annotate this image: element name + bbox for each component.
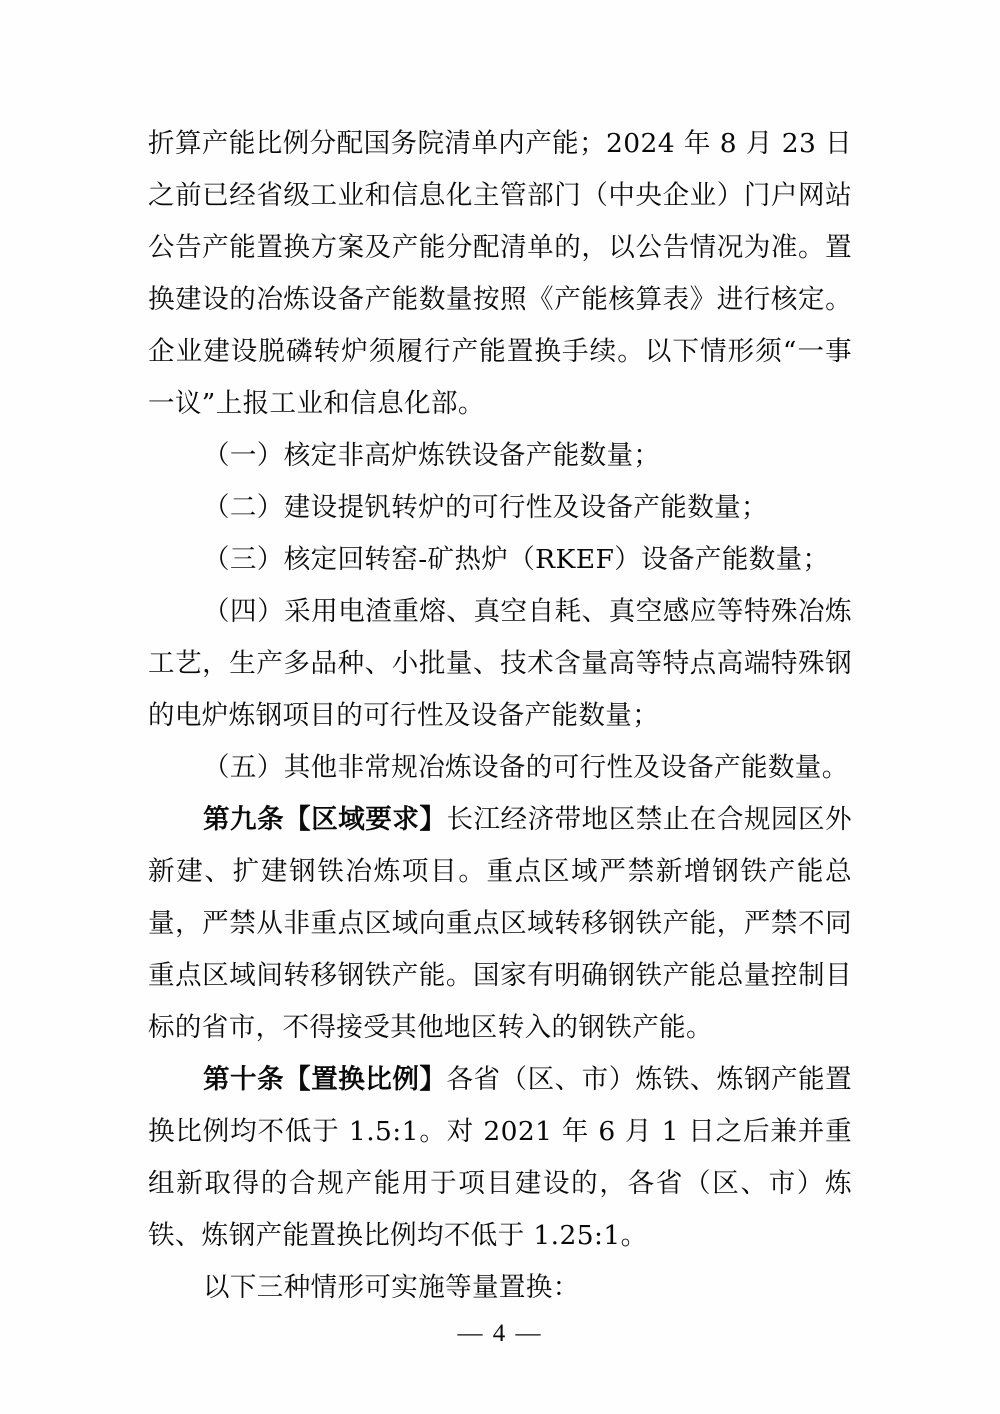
article-10-heading: 第十条【置换比例】 xyxy=(203,1064,447,1095)
article-9-heading: 第九条【区域要求】 xyxy=(203,804,447,835)
closing-paragraph: 以下三种情形可实施等量置换： xyxy=(203,1272,580,1303)
article-10-body: 各省（区、市）炼铁、炼钢产能置换比例均不低于 1.5:1。对 2021 年 6 月 1 日之后兼并重组新取得的合规产能用于项目建设的，各省（区、市）炼铁、炼钢产能置换比例均不低于 1.25:1。 xyxy=(148,1064,853,1251)
paragraph-continuation: 折算产能比例分配国务院清单内产能；2024 年 8 月 23 日之前已经省级工业和信息化主管部门（中央企业）门户网站公告产能置换方案及产能分配清单的，以公告情况为准。置换建设的冶炼设备产能数量按照《产能核算表》进行核定。企业建设脱磷转炉须履行产能置换手续。以下情形须“一事一议”上报工业和信息化部。 xyxy=(148,128,852,419)
list-item-5: （五）其他非常规冶炼设备的可行性及设备产能数量。 xyxy=(203,752,849,783)
article-9-body: 长江经济带地区禁止在合规园区外新建、扩建钢铁冶炼项目。重点区域严禁新增钢铁产能总量，严禁从非重点区域向重点区域转移钢铁产能，严禁不同重点区域间转移钢铁产能。国家有明确钢铁产能总量控制目标的省市，不得接受其他地区转入的钢铁产能。 xyxy=(148,804,853,1043)
list-item-2: （二）建设提钒转炉的可行性及设备产能数量； xyxy=(203,492,768,523)
article-9 xyxy=(148,794,852,1054)
list-item-3: （三）核定回转窑-矿热炉（RKEF）设备产能数量； xyxy=(203,544,830,575)
list-item-1: （一）核定非高炉炼铁设备产能数量； xyxy=(203,440,661,471)
page-number: — 4 — xyxy=(457,1320,543,1347)
page-content xyxy=(148,118,852,1314)
article-10 xyxy=(148,1054,852,1262)
list-item-4: （四）采用电渣重熔、真空自耗、真空感应等特殊冶炼工艺，生产多品种、小批量、技术含量高等特点高端特殊钢的电炉炼钢项目的可行性及设备产能数量； xyxy=(148,596,852,731)
